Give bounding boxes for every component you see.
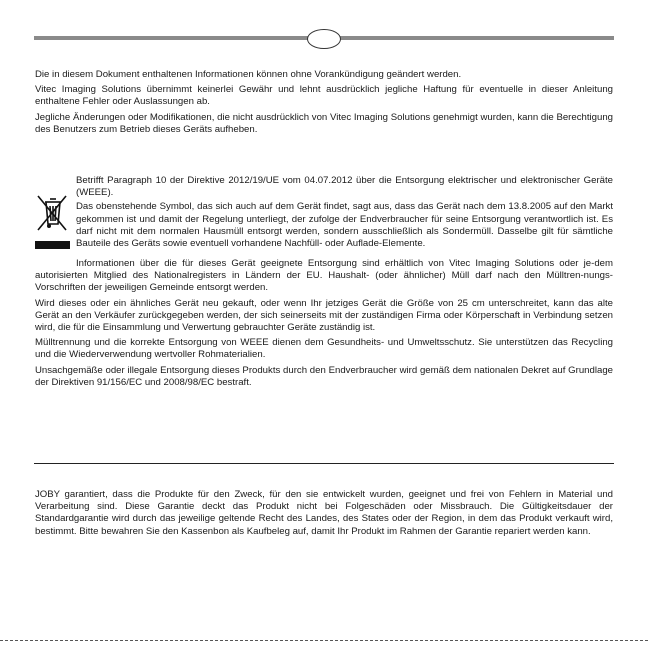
bin-underline-bar [35, 241, 70, 249]
intro-paragraph: Vitec Imaging Solutions übernimmt keinerlei Gewähr und lehnt ausdrücklich jegliche Haftung für eventuelle in dieser Anleitung enthaltene Fehler oder Auslassungen ab. [35, 84, 613, 108]
weee-section [76, 175, 613, 252]
weee-paragraph: Das obenstehende Symbol, das sich auch auf dem Gerät findet, sagt aus, dass das Gerät nach dem 13.8.2005 auf den Markt gekommen ist und damit der Regelung unterliegt, der zufolge der Endverbraucher für seine Entsorgung verantwortlich ist. Es darf nicht mit dem normalen Hausmüll entsorgt werden, sondern ausschließlich als Sondermüll. Dasselbe gilt für sämtliche Bauteile des Geräts sowie eventuell vorhandene Nachfüll- oder Auflade-Elemente. [76, 201, 613, 250]
page-number-oval [307, 29, 341, 49]
warranty-section [35, 489, 613, 541]
section-divider [34, 463, 614, 464]
page-header [0, 0, 648, 60]
intro-paragraph: Die in diesem Dokument enthaltenen Informationen können ohne Vorankündigung geändert werden. [35, 69, 462, 80]
weee-paragraph: Unsachgemäße oder illegale Entsorgung dieses Produkts durch den Endverbraucher wird gemäß dem nationalen Dekret auf Grundlage der Direktiven 91/156/EC und 2008/98/EC bestraft. [35, 364, 613, 388]
weee-section-continued [35, 258, 613, 392]
weee-paragraph: Mülltrennung und die korrekte Entsorgung von WEEE dienen dem Gesundheits- und Umweltsschutz. Sie unterstützen das Recycling und die Wiederverwendung wertvoller Rohmaterialien. [35, 337, 613, 361]
weee-paragraph: Informationen über die für dieses Gerät geeignete Entsorgung sind erhältlich von Vitec Imaging Solutions oder je-dem autorisierten Mitglied des Nationalregisters in Ländern der EU. Haushalt- (oder ähnlicher) Müll darf nach den Mülltren-nungs-Vorschriften der jeweiligen Gemeinde entsorgt werden. [35, 258, 613, 294]
crossed-out-wheelie-bin-icon [34, 193, 70, 233]
intro-section [35, 69, 613, 139]
weee-paragraph: Betrifft Paragraph 10 der Direktive 2012/19/UE vom 04.07.2012 über die Entsorgung elektrischer und elektronischer Geräte (WEEE). [76, 175, 613, 199]
warranty-paragraph: JOBY garantiert, dass die Produkte für den Zweck, für den sie entwickelt wurden, geeignet und frei von Fehlern in Material und Verarbeitung sind. Diese Garantie deckt das Produkt nicht bei Folgeschäden oder Missbrauch. Die Gültigkeitsdauer der Standardgarantie wird durch das jeweilige geltende Recht des Landes, des States oder der Region, in dem das Produkt verkauft wird, bestimmt. Bitte bewahren Sie den Kassenbon als Kaufbeleg auf, damit Ihr Produkt im Rahmen der Garantie repariert werden kann. [35, 489, 613, 537]
cut-line [0, 640, 648, 641]
intro-paragraph: Jegliche Änderungen oder Modifikationen, die nicht ausdrücklich von Vitec Imaging Solutions genehmigt wurden, kann die Berechtigung des Benutzers zum Betrieb dieses Geräts aufheben. [35, 111, 613, 135]
weee-paragraph: Wird dieses oder ein ähnliches Gerät neu gekauft, oder wenn Ihr jetziges Gerät die Größe von 25 cm unterschreitet, kann das alte Gerät an den Verkäufer zurückgegeben werden, der sich seinerseits mit der zuständigen Firma oder Körperschaft in Verbindung setzen wird, die für die Einsammlung und Verwertung gebrauchter Geräte zuständig ist. [35, 297, 613, 334]
